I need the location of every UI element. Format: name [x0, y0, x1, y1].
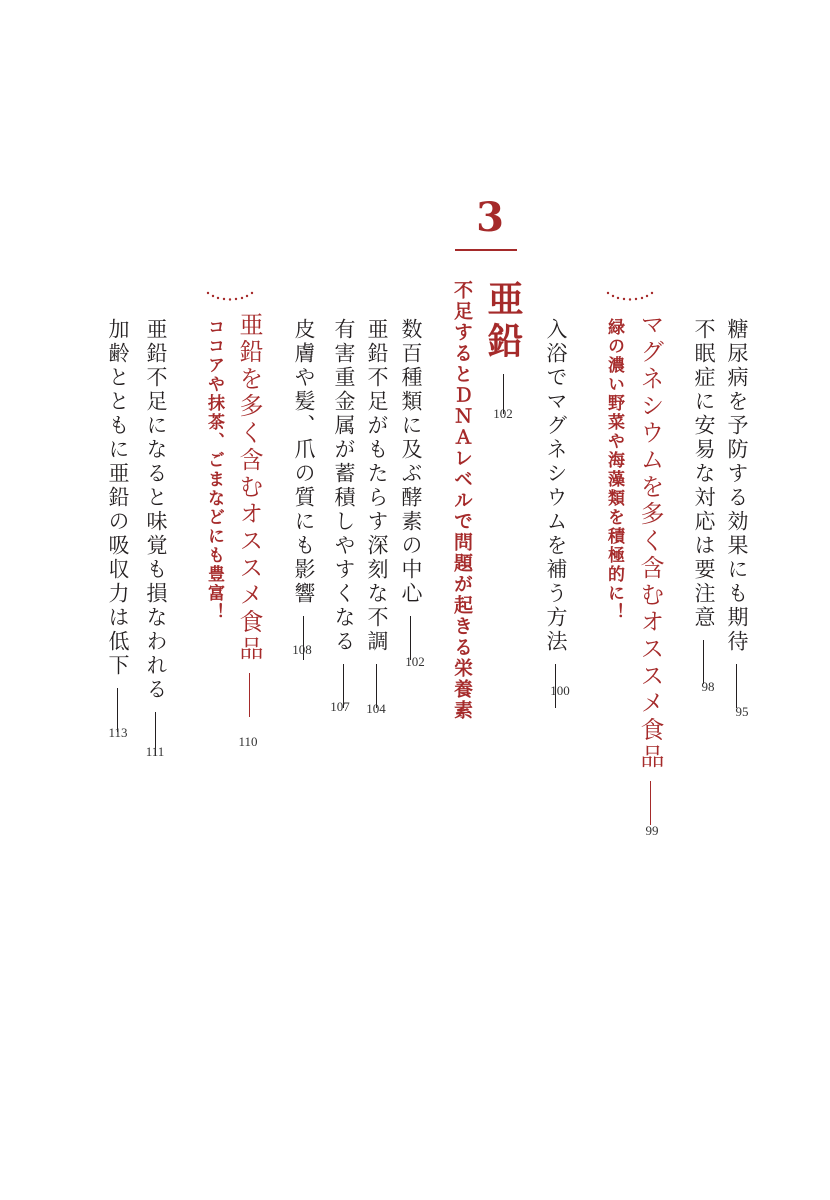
toc-entry-subtitle-text: 緑の濃い野菜や海藻類を積極的に！ — [604, 318, 624, 622]
chapter-title-page: 102 — [493, 406, 513, 421]
dot-ornament — [205, 290, 255, 304]
leader-line — [650, 781, 651, 825]
toc-entry-title: マグネシウムを多く含むオススメ食品 — [636, 312, 664, 771]
toc-entry-title: 皮膚や髪、爪の質にも影響 — [292, 318, 316, 606]
toc-entry-title: 亜鉛を多く含むオススメ食品 — [235, 312, 263, 663]
toc-entry-title: 糖尿病を予防する効果にも期待 — [725, 318, 749, 654]
toc-entry[interactable] — [293, 318, 314, 660]
toc-entry-page: 113 — [108, 725, 128, 740]
chapter-number: 3 — [476, 194, 504, 241]
dot-ornament — [605, 290, 655, 304]
toc-entry-page: 107 — [330, 699, 350, 714]
toc-entry[interactable] — [400, 318, 421, 660]
toc-entry[interactable] — [545, 318, 566, 708]
toc-entry-title: 加齢とともに亜鉛の吸収力は低下 — [106, 318, 130, 678]
toc-entry[interactable] — [145, 318, 166, 756]
chapter-rule — [455, 249, 517, 251]
chapter-title[interactable] — [482, 280, 524, 414]
toc-entry[interactable] — [107, 318, 128, 732]
toc-entry-title: 有害重金属が蓄積しやすくなる — [332, 318, 356, 654]
toc-entry-title: 亜鉛不足がもたらす深刻な不調 — [365, 318, 389, 654]
toc-entry-page: 102 — [405, 654, 425, 669]
toc-entry[interactable] — [693, 318, 714, 684]
toc-entry-subtitle — [605, 318, 622, 622]
chapter-subtitle — [452, 280, 471, 721]
toc-entry-subtitle-text: ココアや抹茶、ごまなどにも豊富！ — [204, 318, 224, 622]
toc-entry-page: 108 — [292, 642, 312, 657]
toc-entry-title: 亜鉛不足になると味覚も損なわれる — [144, 318, 168, 702]
toc-entry-page: 104 — [366, 701, 386, 716]
chapter-subtitle-text: 不足するとＤＮＡレベルで問題が起きる栄養素 — [451, 280, 473, 721]
toc-entry-title: 数百種類に及ぶ酵素の中心 — [399, 318, 423, 606]
leader-line — [703, 640, 704, 684]
toc-entry-page: 95 — [735, 704, 749, 719]
toc-entry-title: 不眠症に安易な対応は要注意 — [692, 318, 716, 630]
toc-entry-subtitle — [205, 318, 222, 622]
leader-line — [249, 673, 250, 717]
toc-entry-highlight[interactable] — [638, 312, 662, 825]
toc-entry[interactable] — [366, 318, 387, 708]
toc-entry[interactable] — [333, 318, 354, 708]
chapter-title-text: 亜鉛 — [482, 280, 524, 364]
toc-entry[interactable] — [726, 318, 747, 708]
toc-entry-highlight[interactable] — [237, 312, 261, 717]
toc-entry-title: 入浴でマグネシウムを補う方法 — [544, 318, 568, 654]
toc-entry-page: 110 — [238, 734, 258, 749]
toc-entry-page: 111 — [145, 744, 165, 759]
leader-line — [736, 664, 737, 708]
toc-entry-page: 100 — [550, 683, 570, 698]
toc-entry-page: 99 — [645, 823, 659, 838]
toc-entry-page: 98 — [701, 679, 715, 694]
